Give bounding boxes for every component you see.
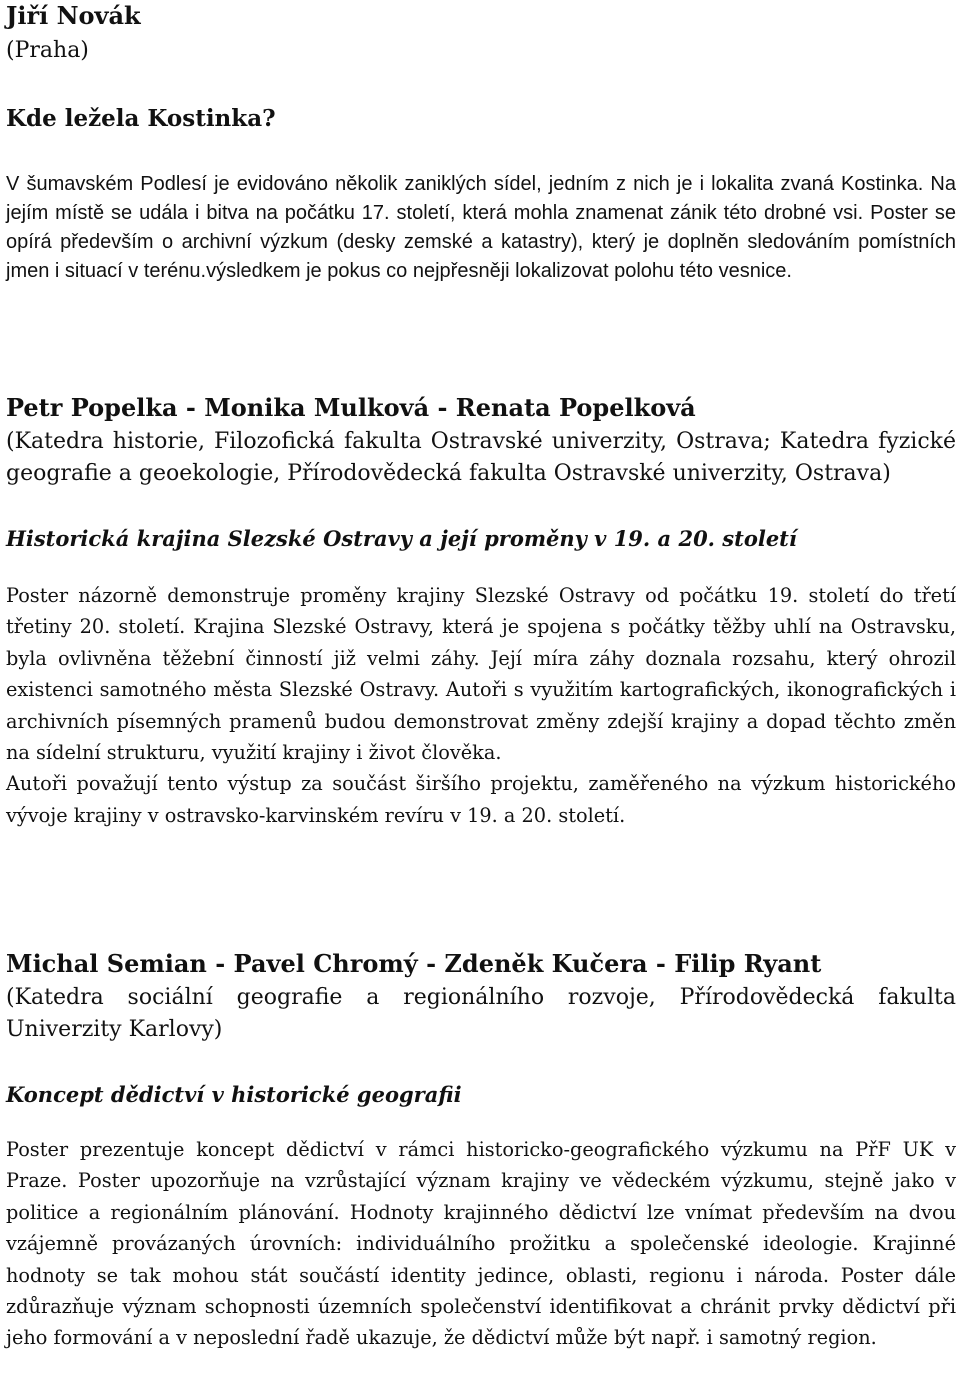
author-names: Jiří Novák: [6, 1, 141, 30]
paper-title: Historická krajina Slezské Ostravy a její proměny v 19. a 20. století: [6, 526, 797, 551]
abstract-paragraph: Poster názorně demonstruje proměny krajiny Slezské Ostravy od počátku 19. století do třetí třetiny 20. století. Krajina Slezské Ostravy, která je spojena s počátky těžby uhlí na Ostravsku, byla ovlivněna těžební činností již velmi záhy. Její míra záhy doznala rozsahu, který ohrozil existenci samotného města Slezské Ostravy. Autoři s využitím kartografických, ikonografických i archivních písemných pramenů budou demonstrovat změny zdejší krajiny a dopad těchto změn na sídelní strukturu, využití krajiny i život člověka.: [6, 584, 956, 765]
paper-title: Kde ležela Kostinka?: [6, 105, 276, 132]
abstract-paragraph: Poster prezentuje koncept dědictví v rámci historicko-geografického výzkumu na PřF UK v Praze. Poster upozorňuje na vzrůstající význam krajiny ve vědeckém výzkumu, stejně jako v politice a regionálním plánování. Hodnoty krajinného dědictví lze vnímat především na dvou vzájemně provázaných úrovních: individuálního prožitku a společenské ideologie. Krajinné hodnoty se tak mohou stát součástí identity jedince, oblasti, regionu i národa. Poster dále zdůrazňuje význam schopnosti územních společenství identifikovat a chránit prvky dědictví při jeho formování a v neposlední řadě ukazuje, že dědictví může být např. i samotný region.: [6, 1138, 956, 1350]
paper-title: Koncept dědictví v historické geografii: [6, 1082, 462, 1107]
abstract-text: [6, 170, 956, 286]
abstract-paragraph: V šumavském Podlesí je evidováno několik zaniklých sídel, jedním z nich je i lokalita zvaná Kostinka. Na jejím místě se udála i bitva na počátku 17. století, která mohla znamenat zánik této drobné vsi. Poster se opírá především o archivní výzkum (desky zemské a katastry), který je doplněn sledováním pomístních jmen i situací v terénu.výsledkem je pokus co nejpřesněji lokalizovat polohu této vesnice.: [6, 173, 956, 282]
abstract-text: [6, 1134, 956, 1354]
author-names: Petr Popelka - Monika Mulková - Renata Popelková: [6, 393, 696, 422]
abstract-entry: [6, 392, 956, 831]
abstract-paragraph: Autoři považují tento výstup za součást širšího projektu, zaměřeného na výzkum historického vývoje krajiny v ostravsko-karvinském revíru v 19. a 20. století.: [6, 772, 956, 827]
abstract-entry: [6, 0, 956, 286]
affiliation: (Katedra sociální geografie a regionálního rozvoje, Přírodovědecká fakulta Univerzity Karlovy): [6, 985, 956, 1042]
affiliation: (Praha): [6, 38, 89, 63]
abstract-text: [6, 580, 956, 831]
abstract-entry: [6, 948, 956, 1354]
author-names: Michal Semian - Pavel Chromý - Zdeněk Kučera - Filip Ryant: [6, 949, 822, 978]
affiliation: (Katedra historie, Filozofická fakulta Ostravské univerzity, Ostrava; Katedra fyzické geografie a geoekologie, Přírodovědecká fakulta Ostravské univerzity, Ostrava): [6, 429, 956, 486]
